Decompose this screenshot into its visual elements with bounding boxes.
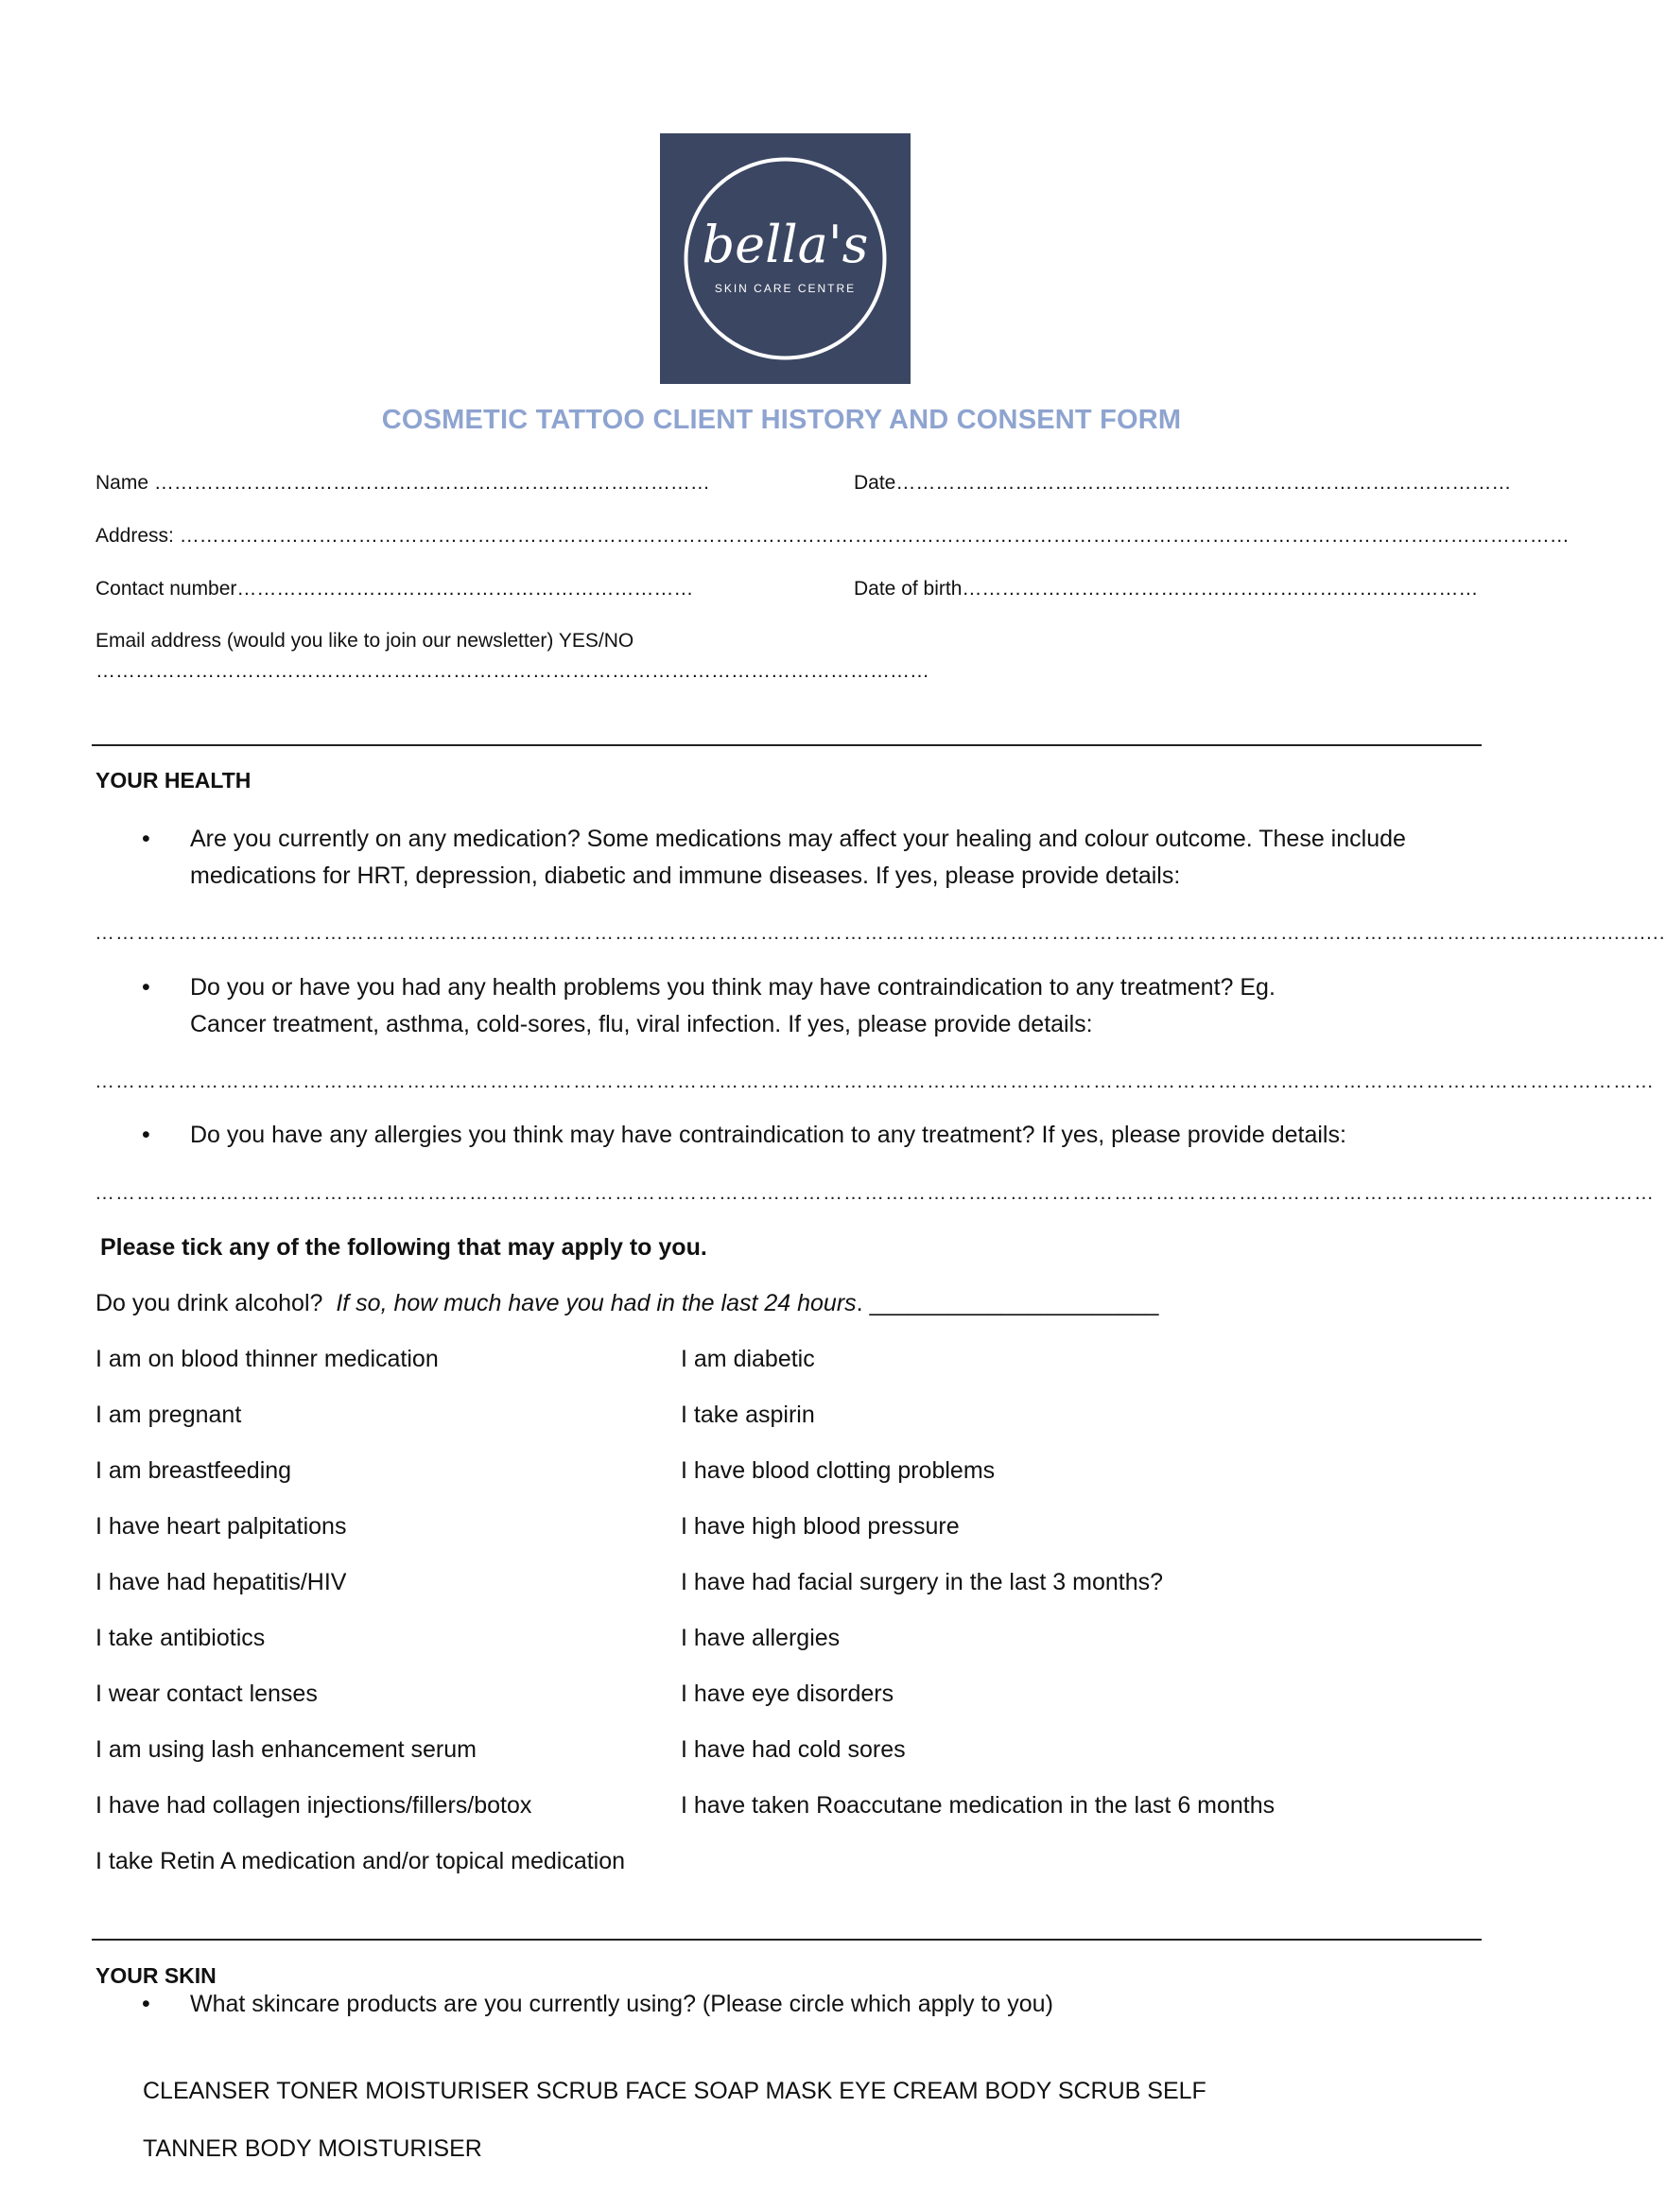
name-field[interactable]: Name ………………………………………………………………………… bbox=[95, 472, 710, 494]
tick-item-left[interactable]: I have heart palpitations bbox=[95, 1513, 347, 1540]
section-divider bbox=[92, 1939, 1482, 1941]
alcohol-question-italic: If so, how much have you had in the last 24 hours bbox=[336, 1290, 857, 1316]
tick-item-right[interactable]: I have allergies bbox=[681, 1625, 841, 1651]
skincare-question: What skincare products are you currently using? (Please circle which apply to you) bbox=[190, 1991, 1053, 2017]
tick-item-left[interactable]: I have had hepatitis/HIV bbox=[95, 1569, 347, 1595]
tick-item-left[interactable]: I am using lash enhancement serum bbox=[95, 1736, 477, 1763]
skincare-products-line1[interactable]: CLEANSER TONER MOISTURISER SCRUB FACE SOAP MASK EYE CREAM BODY SCRUB SELF bbox=[143, 2078, 1206, 2104]
medication-details-field[interactable]: ………………………………………………………………………………………………………………………………………………………………………………………..................... bbox=[95, 922, 1666, 944]
health-heading: YOUR HEALTH bbox=[95, 768, 252, 792]
bullet-icon: • bbox=[142, 826, 150, 852]
contact-number-field[interactable]: Contact number…………………………………………………………… bbox=[95, 578, 694, 600]
alcohol-question-text: Do you drink alcohol? bbox=[95, 1290, 323, 1316]
tick-item-left[interactable]: I have had collagen injections/fillers/botox bbox=[95, 1792, 532, 1819]
tick-item-right[interactable]: I have blood clotting problems bbox=[681, 1457, 996, 1484]
health-problems-question-line1: Do you or have you had any health problems you think may have contraindication to any treatment? Eg. bbox=[190, 974, 1276, 1001]
tick-item-right[interactable]: I am diabetic bbox=[681, 1346, 815, 1372]
alcohol-answer-blank[interactable]: . ______________________ bbox=[856, 1290, 1159, 1316]
tick-item-right[interactable]: I have eye disorders bbox=[681, 1681, 894, 1707]
brand-subtitle-text: SKIN CARE CENTRE bbox=[714, 282, 857, 295]
allergies-question: Do you have any allergies you think may have contraindication to any treatment? If yes, please provide details: bbox=[190, 1122, 1346, 1148]
tick-item-left[interactable]: I am pregnant bbox=[95, 1402, 242, 1428]
address-field[interactable]: Address: ………………………………………………………………………………………………………………………………………………………………………………………… bbox=[95, 525, 1570, 547]
bullet-icon: • bbox=[142, 1122, 150, 1148]
tick-heading: Please tick any of the following that may apply to you. bbox=[100, 1234, 707, 1261]
alcohol-question bbox=[95, 1290, 1158, 1317]
tick-item-right[interactable]: I have had facial surgery in the last 3 months? bbox=[681, 1569, 1164, 1595]
tick-item-left[interactable]: I am breastfeeding bbox=[95, 1457, 292, 1484]
tick-item-right[interactable]: I have had cold sores bbox=[681, 1736, 906, 1763]
tick-item-right[interactable]: I take aspirin bbox=[681, 1402, 815, 1428]
health-problems-details-field[interactable]: ……………………………………………………………………………………………………………………………………………………………………………………………………… bbox=[95, 1071, 1655, 1092]
health-problems-question-line2: Cancer treatment, asthma, cold-sores, flu, viral infection. If yes, please provide details: bbox=[190, 1011, 1093, 1037]
tick-item-right[interactable]: I have taken Roaccutane medication in the last 6 months bbox=[681, 1792, 1276, 1819]
date-field[interactable]: Date………………………………………………………………………………… bbox=[854, 472, 1512, 494]
skincare-products-line2[interactable]: TANNER BODY MOISTURISER bbox=[143, 2135, 482, 2162]
allergies-details-field[interactable]: ……………………………………………………………………………………………………………………………………………………………………………………………………… bbox=[95, 1182, 1655, 1204]
bullet-icon: • bbox=[142, 974, 150, 1001]
bullet-icon: • bbox=[142, 1991, 150, 2017]
date-of-birth-field[interactable]: Date of birth…………………………………………………………………… bbox=[854, 578, 1479, 600]
tick-item-right[interactable]: I have high blood pressure bbox=[681, 1513, 960, 1540]
form-title: COSMETIC TATTOO CLIENT HISTORY AND CONSENT FORM bbox=[381, 405, 1182, 435]
tick-item-left[interactable]: I wear contact lenses bbox=[95, 1681, 318, 1707]
tick-item-left[interactable]: I am on blood thinner medication bbox=[95, 1346, 439, 1372]
tick-item-left[interactable]: I take Retin A medication and/or topical medication bbox=[95, 1848, 626, 1874]
brand-logo bbox=[660, 133, 911, 384]
email-label: Email address (would you like to join our newsletter) YES/NO bbox=[95, 630, 634, 652]
skin-heading: YOUR SKIN bbox=[95, 1963, 217, 1988]
tick-item-left[interactable]: I take antibiotics bbox=[95, 1625, 266, 1651]
section-divider bbox=[92, 744, 1482, 746]
medication-question-line1: Are you currently on any medication? Some medications may affect your healing and colour outcome. These include bbox=[190, 826, 1406, 852]
email-field[interactable]: ……………………………………………………………………………………………………………… bbox=[95, 660, 929, 682]
brand-script-text: bella's bbox=[702, 215, 869, 274]
medication-question-line2: medications for HRT, depression, diabetic and immune diseases. If yes, please provide details: bbox=[190, 862, 1181, 889]
